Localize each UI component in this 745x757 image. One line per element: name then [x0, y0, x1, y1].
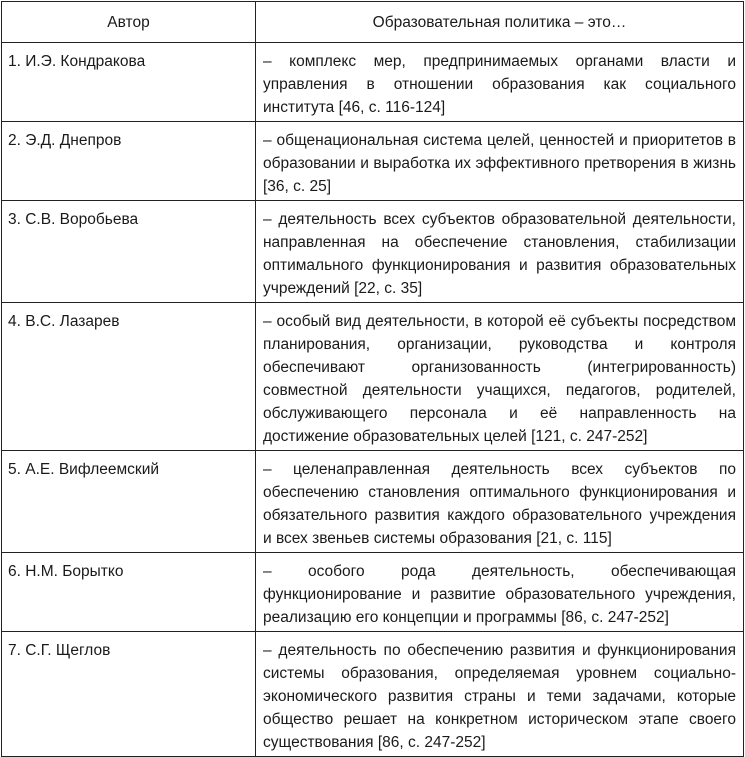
author-cell: 1. И.Э. Кондракова [2, 43, 256, 122]
definition-cell: – общенациональная система целей, ценностей и приоритетов в образовании и выработка их эффективного претворения в жизнь [36, с. 25] [256, 122, 744, 201]
author-cell: 3. С.В. Воробьева [2, 201, 256, 303]
definition-cell: – особого рода деятельность, обеспечивающая функционирование и развитие образовательного учреждения, реализацию его концепции и программы [86, с. 247-252] [256, 553, 744, 632]
table-row [2, 451, 744, 553]
education-policy-table [1, 1, 744, 757]
column-header-author: Автор [2, 2, 256, 43]
table-row [2, 632, 744, 757]
header-row [2, 2, 744, 43]
table-row [2, 122, 744, 201]
definition-cell: – комплекс мер, предпринимаемых органами власти и управления в отношении образования как социального института [46, с. 116-124] [256, 43, 744, 122]
author-cell: 7. С.Г. Щеглов [2, 632, 256, 757]
definition-cell: – особый вид деятельности, в которой её субъекты посредством планирования, организации, руководства и контроля обеспечивают организованность (интегрированность) совместной деятельности учащихся, педагогов, родителей, обслуживающего персонала и её направленность на достижение образовательных целей [121, с. 247-252] [256, 303, 744, 451]
definition-cell: – деятельность всех субъектов образовательной деятельности, направленная на обеспечение становления, стабилизации оптимального функционирования и развития образовательных учреждений [22, с. 35] [256, 201, 744, 303]
author-cell: 5. А.Е. Вифлеемский [2, 451, 256, 553]
column-header-definition: Образовательная политика – это… [256, 2, 744, 43]
author-cell: 4. В.С. Лазарев [2, 303, 256, 451]
definition-cell: – целенаправленная деятельность всех субъектов по обеспечению становления оптимального функционирования и обязательного развития каждого образовательного учреждения и всех звеньев системы образования [21, с. 115] [256, 451, 744, 553]
table-row [2, 303, 744, 451]
table-row [2, 201, 744, 303]
table-body [2, 43, 744, 757]
definition-cell: – деятельность по обеспечению развития и функционирования системы образования, определяемая уровнем социально-экономического развития страны и теми задачами, которые общество решает на конкретном историческом этапе своего существования [86, с. 247-252] [256, 632, 744, 757]
author-cell: 2. Э.Д. Днепров [2, 122, 256, 201]
table-row [2, 43, 744, 122]
table-header [2, 2, 744, 43]
author-cell: 6. Н.М. Борытко [2, 553, 256, 632]
table-row [2, 553, 744, 632]
